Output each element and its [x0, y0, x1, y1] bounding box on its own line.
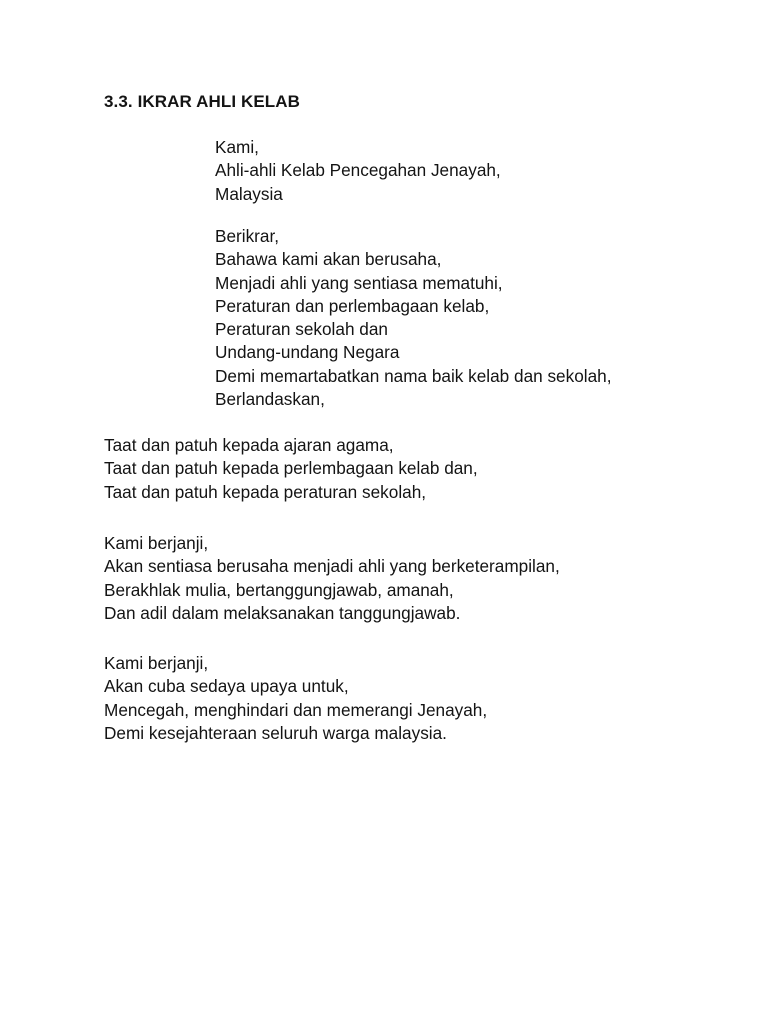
- text-line: Akan cuba sedaya upaya untuk,: [104, 676, 349, 697]
- opening-stanza: [215, 136, 501, 206]
- text-line: Undang-undang Negara: [215, 342, 400, 363]
- text-line: Kami,: [215, 137, 259, 157]
- text-line: Kami berjanji,: [104, 653, 209, 673]
- text-line: Berakhlak mulia, bertanggungjawab, amanah,: [104, 579, 454, 600]
- text-line: Berikrar,: [215, 226, 279, 246]
- promise-stanza-2: [104, 652, 487, 745]
- pledge-stanza: [215, 225, 611, 411]
- text-line: Taat dan patuh kepada peraturan sekolah,: [104, 481, 427, 502]
- text-line: Peraturan dan perlembagaan kelab,: [215, 295, 490, 316]
- text-line: Demi kesejahteraan seluruh warga malaysia.: [104, 722, 447, 743]
- text-line: Menjadi ahli yang sentiasa mematuhi,: [215, 272, 503, 293]
- promise-stanza-1: [104, 532, 560, 625]
- text-line: Malaysia: [215, 183, 283, 204]
- text-line: Peraturan sekolah dan: [215, 319, 388, 340]
- text-line: Dan adil dalam melaksanakan tanggungjawab.: [104, 602, 461, 623]
- section-title: 3.3. IKRAR AHLI KELAB: [104, 92, 301, 111]
- text-line: Taat dan patuh kepada ajaran agama,: [104, 435, 394, 455]
- text-line: Mencegah, menghindari dan memerangi Jenayah,: [104, 699, 488, 720]
- text-line: Akan sentiasa berusaha menjadi ahli yang berketerampilan,: [104, 556, 560, 577]
- text-line: Bahawa kami akan berusaha,: [215, 249, 442, 270]
- text-line: Taat dan patuh kepada perlembagaan kelab dan,: [104, 458, 478, 479]
- text-line: Berlandaskan,: [215, 389, 325, 410]
- obedience-stanza: [104, 434, 478, 504]
- text-line: Ahli-ahli Kelab Pencegahan Jenayah,: [215, 160, 501, 181]
- text-line: Demi memartabatkan nama baik kelab dan sekolah,: [215, 365, 612, 386]
- text-line: Kami berjanji,: [104, 533, 209, 553]
